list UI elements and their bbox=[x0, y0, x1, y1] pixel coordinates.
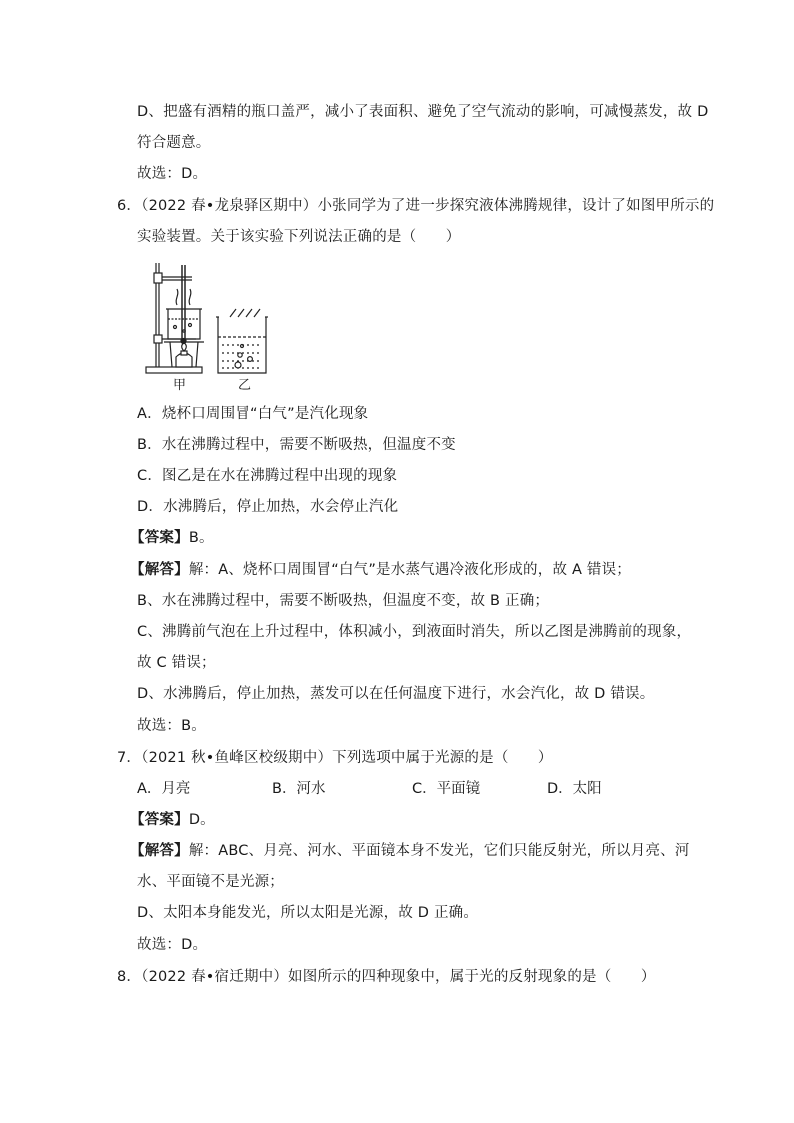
q6-stem-line2: 实验装置。关于该实验下列说法正确的是（ ） bbox=[137, 229, 461, 245]
q6-option-c: C．图乙是在水在沸腾过程中出现的现象 bbox=[137, 468, 398, 484]
q7-answer bbox=[130, 810, 215, 830]
q5-choice: 故选：D。 bbox=[137, 166, 208, 182]
q7-analysis-line1 bbox=[130, 841, 690, 861]
q6-choice: 故选：B。 bbox=[137, 718, 206, 734]
q6-answer bbox=[130, 528, 214, 548]
q7-option-a: A．月亮 bbox=[137, 781, 191, 797]
q6-analysis-tag: 【解答】 bbox=[130, 562, 189, 578]
q6-answer-tag: 【答案】 bbox=[130, 530, 189, 546]
q6-option-b: B．水在沸腾过程中，需要不断吸热，但温度不变 bbox=[137, 437, 456, 453]
q7-choice: 故选：D。 bbox=[137, 937, 208, 953]
q7-analysis-line2: 水、平面镜不是光源； bbox=[137, 874, 284, 890]
q6-option-d: D．水沸腾后，停止加热，水会停止汽化 bbox=[137, 499, 399, 515]
q8-stem: 8．（2022 春•宿迁期中）如图所示的四种现象中，属于光的反射现象的是（ ） bbox=[117, 969, 656, 985]
q7-answer-tag: 【答案】 bbox=[130, 812, 189, 828]
boiling-apparatus-figure bbox=[140, 255, 270, 395]
q7-analysis-line3: D、太阳本身能发光，所以太阳是光源，故 D 正确。 bbox=[137, 905, 479, 921]
q6-analysis-line2: B、水在沸腾过程中，需要不断吸热，但温度不变，故 B 正确； bbox=[137, 593, 550, 609]
q5-option-d-explanation-line1: D、把盛有酒精的瓶口盖严，减小了表面积、避免了空气流动的影响，可减慢蒸发，故 D bbox=[137, 104, 709, 120]
q6-answer-value: B。 bbox=[188, 530, 214, 546]
figure-label-jia: 甲 bbox=[173, 378, 187, 393]
q6-analysis-line5: D、水沸腾后，停止加热，蒸发可以在任何温度下进行，水会汽化，故 D 错误。 bbox=[137, 686, 655, 702]
q7-option-c: C．平面镜 bbox=[412, 781, 481, 797]
q7-option-b: B．河水 bbox=[272, 781, 326, 797]
q7-analysis-tag: 【解答】 bbox=[130, 843, 189, 859]
q7-stem: 7．（2021 秋•鱼峰区校级期中）下列选项中属于光源的是（ ） bbox=[117, 750, 553, 766]
beaker-with-bubbles bbox=[216, 309, 268, 373]
q6-figure bbox=[140, 255, 270, 395]
q7-answer-value: D。 bbox=[188, 812, 215, 828]
q5-option-d-explanation-line2: 符合题意。 bbox=[137, 135, 211, 151]
q7-analysis-text-1: 解：ABC、月亮、河水、平面镜本身不发光，它们只能反射光，所以月亮、河 bbox=[188, 843, 690, 859]
q6-option-a: A．烧杯口周围冒“白气”是汽化现象 bbox=[137, 406, 369, 422]
figure-label-yi: 乙 bbox=[238, 378, 252, 393]
iron-stand-apparatus bbox=[146, 263, 204, 373]
q7-option-d: D．太阳 bbox=[547, 781, 602, 797]
q6-analysis-text-1: 解：A、烧杯口周围冒“白气”是水蒸气遇冷液化形成的，故 A 错误； bbox=[188, 562, 631, 578]
q6-analysis-line3: C、沸腾前气泡在上升过程中，体积减小，到液面时消失，所以乙图是沸腾前的现象， bbox=[137, 624, 692, 640]
q6-stem-line1: 6．（2022 春•龙泉驿区期中）小张同学为了进一步探究液体沸腾规律，设计了如图甲所示的 bbox=[117, 198, 715, 214]
q6-analysis-line4: 故 C 错误； bbox=[137, 655, 216, 671]
q6-analysis-line1 bbox=[130, 560, 631, 580]
